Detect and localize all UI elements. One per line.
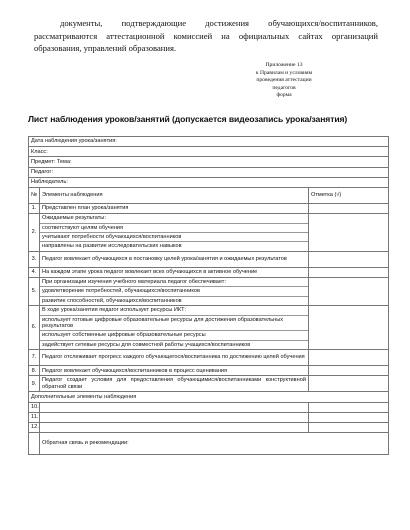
element-text: На каждом этапе урока педагог вовлекает всех обучающихся в активное обучение [40, 267, 309, 277]
col-header-elements: Элементы наблюдения [40, 187, 309, 203]
mark-cell[interactable] [308, 402, 388, 412]
extra-element-cell[interactable] [40, 422, 309, 432]
date-field[interactable]: Дата наблюдения урока/занятия: [29, 137, 389, 147]
element-text: использует собственные цифровые образовательные ресурсы [40, 330, 308, 339]
observation-table [28, 136, 389, 455]
element-text: задействует сетевые ресурсы для совместной работы учащихся/воспитанников [40, 340, 308, 349]
row-number: 3. [29, 251, 40, 267]
mark-cell[interactable] [308, 366, 388, 376]
empty-cell [29, 433, 40, 455]
teacher-field[interactable]: Педагог: [29, 167, 389, 177]
appendix-line: педагогов [272, 84, 296, 91]
row-number: 2. [29, 214, 40, 252]
mark-cell[interactable] [308, 350, 388, 366]
row-number: 12. [29, 422, 40, 432]
element-text: удовлетворение потребностей, обучающихся/воспитанников [40, 286, 308, 295]
mark-cell[interactable] [308, 422, 388, 432]
element-text: использует готовые цифровые образовательные ресурсы для достижения образовательных результатов [40, 315, 308, 331]
mark-cell[interactable] [308, 214, 388, 252]
row-number: 1. [29, 203, 40, 213]
appendix-line: проведения аттестации [256, 77, 312, 84]
observer-field[interactable]: Наблюдатель: [29, 177, 389, 187]
row-number: 6. [29, 306, 40, 350]
element-text: развитие способностей, обучающихся/воспитанников [40, 296, 308, 305]
col-header-num: № [29, 187, 40, 203]
intro-paragraph [34, 17, 378, 55]
element-text: Ожидаемые результаты: [42, 215, 106, 222]
element-text: Педагог вовлекает обучающихся в постановку целей урока/занятия и ожидаемых результатов [40, 251, 309, 267]
mark-cell[interactable] [308, 376, 388, 392]
col-header-mark: Отметка (√) [308, 187, 388, 203]
row-number: 11. [29, 412, 40, 422]
feedback-field[interactable]: Обратная связь и рекомендации: [40, 433, 389, 455]
row-number: 5. [29, 277, 40, 305]
element-text: При организации изучения учебного материала педагог обеспечивает: [42, 278, 226, 285]
element-text: Педагог отслеживает прогресс каждого обучающегося/воспитанника по достижению целей обучения [40, 350, 309, 366]
appendix-line: к Правилам и условиям [255, 69, 313, 76]
element-text: В ходе урока/занятия педагог использует ресурсы ИКТ: [42, 307, 187, 314]
appendix-line: Приложение 13 [265, 62, 303, 68]
appendix-line: форма [276, 92, 292, 99]
mark-cell[interactable] [308, 267, 388, 277]
element-text: Представлен план урока/занятия [40, 203, 309, 213]
element-text: Педагог вовлекает обучающихся/воспитанников в процесс оценивания [40, 366, 309, 376]
element-text: направлены на развитие исследовательских навыков [40, 241, 308, 250]
element-text: Педагог создает условия для предоставления обучающимися/воспитанниками конструктивной обратной связи [40, 376, 309, 392]
mark-cell[interactable] [308, 277, 388, 305]
class-field[interactable]: Класс: [29, 147, 389, 157]
mark-cell[interactable] [308, 412, 388, 422]
intro-text: документы, подтверждающие достижения обучающихся/воспитанников, рассматриваются аттестационной комиссией на официальных сайтах организаций образования, управлений образования. [34, 18, 378, 53]
mark-cell[interactable] [308, 306, 388, 350]
mark-cell[interactable] [308, 251, 388, 267]
row-number: 7. [29, 350, 40, 366]
element-text: учитывают потребности обучающихся/воспитанников [40, 232, 308, 241]
extra-elements-header: Дополнительные элементы наблюдения [29, 392, 389, 402]
row-number: 9. [29, 376, 40, 392]
element-text: соответствуют целям обучения [40, 223, 308, 232]
row-number: 10. [29, 402, 40, 412]
extra-element-cell[interactable] [40, 402, 309, 412]
appendix-note [240, 62, 328, 100]
subject-field[interactable]: Предмет: Тема: [29, 157, 389, 167]
sheet-title: Лист наблюдения уроков/занятий (допускается видеозапись урока/занятия) [28, 114, 348, 124]
row-number: 8. [29, 366, 40, 376]
mark-cell[interactable] [308, 203, 388, 213]
row-number: 4. [29, 267, 40, 277]
extra-element-cell[interactable] [40, 412, 309, 422]
